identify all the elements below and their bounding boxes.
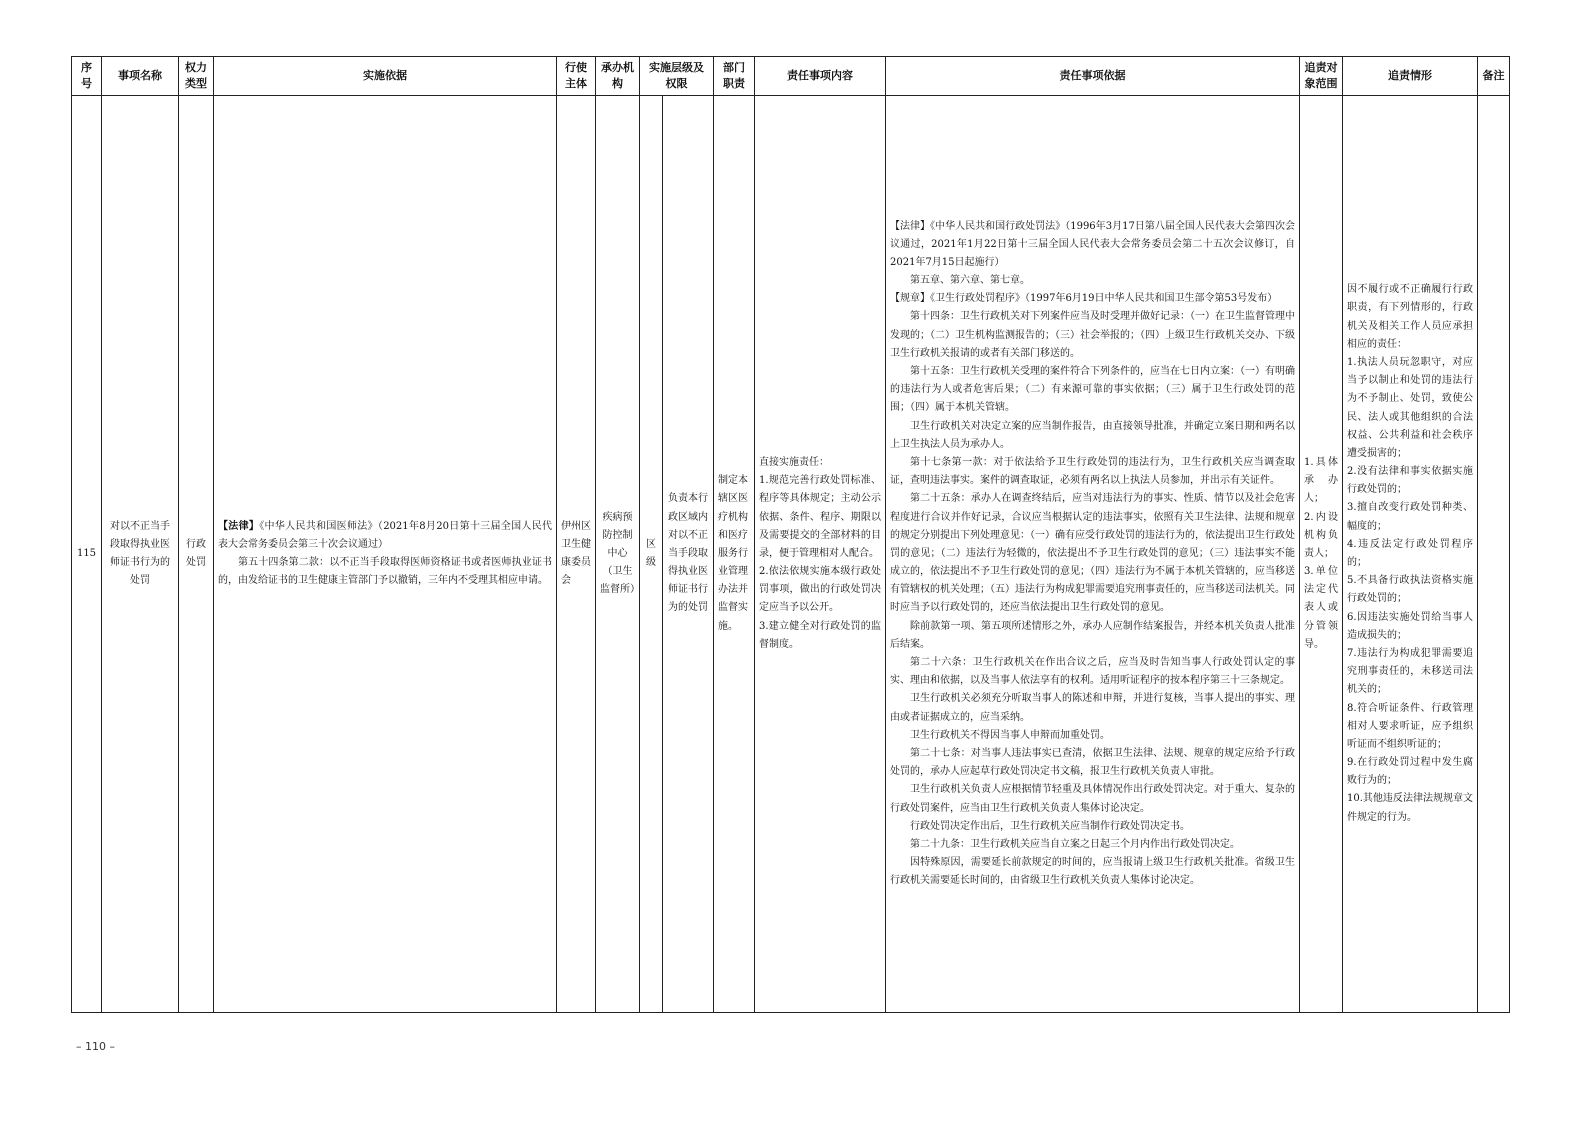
header-accountability: 追责情形	[1343, 57, 1478, 96]
header-resp-content: 责任事项内容	[755, 57, 886, 96]
cell-subject: 伊州区卫生健康委员会	[557, 96, 596, 1013]
accountability-item: 因不履行或不正确履行行政职责，有下列情形的，行政机关及相关工作人员应承担相应的责任：	[1347, 284, 1473, 350]
accountable-item: 3.单位法定代表人或分管领导。	[1304, 566, 1338, 650]
accountability-item: 3.擅自改变行政处罚种类、幅度的；	[1347, 502, 1473, 532]
resp-content-item: 2.依法依规实施本级行政处罚事项，做出的行政处罚决定应当予以公开。	[759, 566, 881, 614]
header-dept-duty: 部门职责	[714, 57, 755, 96]
resp-basis-paragraph: 第十七条第一款：对于依法给予卫生行政处罚的违法行为，卫生行政机关应当调查取证，查明违法事实。案件的调查取证，必须有两名以上执法人员参加，并出示有关证件。	[890, 456, 1295, 487]
header-level: 实施层级及权限	[640, 57, 714, 96]
resp-basis-list	[890, 218, 1295, 891]
accountability-list	[1347, 281, 1473, 827]
accountability-item: 9.在行政处罚过程中发生腐败行为的；	[1347, 757, 1473, 787]
header-seq: 序号	[72, 57, 102, 96]
header-row	[72, 57, 1510, 96]
cell-basis	[214, 96, 557, 1013]
accountability-item: 7.违法行为构成犯罪需要追究刑事责任的，未移送司法机关的；	[1347, 647, 1473, 696]
resp-basis-paragraph: 除前款第一项、第五项所述情形之外，承办人应制作结案报告，并经本机关负责人批准后结案。	[890, 620, 1295, 650]
table-row	[72, 96, 1510, 1013]
resp-basis-paragraph: 【规章】《卫生行政处罚程序》（1997年6月19日中华人民共和国卫生部令第53号发布）	[890, 293, 1278, 305]
cell-dept-duty: 制定本辖区医疗机构和医疗服务行业管理办法并监督实施。	[714, 96, 755, 1013]
resp-content-item: 1.规范完善行政处罚标准、程序等具体规定；主动公示依据、条件、程序、期限以及需要提交的全部材料的目录，便于管理相对人配合。	[759, 475, 881, 559]
header-item-name: 事项名称	[102, 57, 179, 96]
accountability-item: 8.符合听证条件、行政管理相对人要求听证，应予组织听证而不组织听证的；	[1347, 702, 1473, 750]
header-resp-basis: 责任事项依据	[886, 57, 1300, 96]
cell-undertaker: 疾病预防控制中心（卫生监督所）	[596, 96, 640, 1013]
resp-basis-paragraph: 卫生行政机关对决定立案的应当制作报告，由直接领导批准，并确定立案日期和两名以上卫生执法人员为承办人。	[890, 420, 1295, 450]
responsibility-table	[71, 56, 1510, 1013]
accountability-item: 4.违反法定行政处罚程序的；	[1347, 538, 1473, 568]
cell-level: 区级	[640, 96, 663, 1013]
basis-article: 第五十四条第二款：以不正当手段取得医师资格证书或者医师执业证书的，由发给证书的卫生健康主管部门予以撤销，三年内不受理其相应申请。	[218, 557, 552, 587]
accountability-item: 10.其他违反法律法规规章文件规定的行为。	[1347, 793, 1473, 823]
resp-content-item: 直接实施责任：	[759, 456, 829, 468]
resp-basis-paragraph: 卫生行政机关必须充分听取当事人的陈述和申辩，并进行复核，当事人提出的事实、理由或者证据成立的，应当采纳。	[890, 693, 1295, 723]
resp-basis-paragraph: 第二十七条：对当事人违法事实已查清，依据卫生法律、法规、规章的规定应给予行政处罚的，承办人应起草行政处罚决定书文稿，报卫生行政机关负责人审批。	[890, 747, 1295, 778]
page-number: – 110 –	[76, 1040, 115, 1053]
header-undertaker: 承办机构	[596, 57, 640, 96]
cell-power-type: 行政处罚	[179, 96, 214, 1013]
resp-basis-paragraph: 第二十九条：卫生行政机关应当自立案之日起三个月内作出行政处罚决定。	[910, 838, 1240, 850]
accountable-item: 1.具体承办人；	[1304, 456, 1338, 505]
accountability-item: 1.执法人员玩忽职守，对应当予以制止和处罚的违法行为不予制止、处罚，致使公民、法人或其他组织的合法权益、公共利益和社会秩序遭受损害的；	[1347, 356, 1473, 459]
cell-remarks	[1478, 96, 1510, 1013]
resp-basis-paragraph: 第二十五条：承办人在调查终结后，应当对违法行为的事实、性质、情节以及社会危害程度进行合议并作好记录，合议应当根据认定的违法事实，依照有关卫生法律、法规和规章的规定分别提出下列处理意见：（一）确有应受行政处罚的违法行为的，依法提出卫生行政处罚的意见；（二）违法行为轻微的，依法提出不予卫生行政处罚的意见；（三）违法事实不能成立的，依法提出不予卫生行政处罚的意见；（四）违法行为不属于本机关管辖的，应当移送有管辖权的机关处理；（五）违法行为构成犯罪需要追究刑事责任的，应当移送司法机关。同时应当予以行政处罚的，还应当依法提出卫生行政处罚的意见。	[890, 493, 1295, 614]
cell-item-name: 对以不正当手段取得执业医师证书行为的处罚	[102, 96, 179, 1013]
resp-basis-paragraph: 行政处罚决定作出后，卫生行政机关应当制作行政处罚决定书。	[910, 820, 1190, 832]
cell-accountability	[1343, 96, 1478, 1013]
header-remarks: 备注	[1478, 57, 1510, 96]
accountability-item: 6.因违法实施处罚给当事人造成损失的；	[1347, 611, 1473, 641]
cell-accountable	[1300, 96, 1343, 1013]
resp-content-list	[759, 454, 881, 654]
header-basis: 实施依据	[214, 57, 557, 96]
accountable-item: 2.内设机构负责人；	[1304, 511, 1338, 559]
header-power-type: 权力类型	[179, 57, 214, 96]
header-accountable: 追责对象范围	[1300, 57, 1343, 96]
accountable-list	[1304, 454, 1338, 654]
resp-basis-paragraph: 卫生行政机关不得因当事人申辩而加重处罚。	[910, 729, 1110, 741]
accountability-item: 5.不具备行政执法资格实施行政处罚的；	[1347, 575, 1473, 605]
resp-basis-paragraph: 卫生行政机关负责人应根据情节轻重及具体情况作出行政处罚决定。对于重大、复杂的行政处罚案件，应当由卫生行政机关负责人集体讨论决定。	[890, 784, 1295, 814]
cell-resp-content	[755, 96, 886, 1013]
basis-tag: 【法律】	[218, 520, 260, 532]
header-subject: 行使主体	[557, 57, 596, 96]
cell-resp-basis	[886, 96, 1300, 1013]
resp-basis-paragraph: 第十四条：卫生行政机关对下列案件应当及时受理并做好记录：（一）在卫生监督管理中发现的；（二）卫生机构监测报告的；（三）社会举报的；（四）上级卫生行政机关交办、下级卫生行政机关报请的或者有关部门移送的。	[890, 311, 1295, 359]
cell-authority: 负责本行政区域内对以不正当手段取得执业医师证书行为的处罚	[663, 96, 714, 1013]
resp-basis-paragraph: 第五章、第六章、第七章。	[910, 275, 1030, 287]
resp-basis-paragraph: 【法律】《中华人民共和国行政处罚法》（1996年3月17日第八届全国人民代表大会第四次会议通过，2021年1月22日第十三届全国人民代表大会常务委员会第二十五次会议修订，自2021年7月15日起施行）	[890, 220, 1295, 268]
basis-law: 《中华人民共和国医师法》（2021年8月20日第十三届全国人民代表大会常务委员会第三十次会议通过）	[218, 520, 553, 550]
resp-basis-paragraph: 第二十六条：卫生行政机关在作出合议之后，应当及时告知当事人行政处罚认定的事实、理由和依据，以及当事人依法享有的权利。适用听证程序的按本程序第三十三条规定。	[890, 657, 1295, 687]
cell-seq: 115	[72, 96, 102, 1013]
accountability-item: 2.没有法律和事实依据实施行政处罚的；	[1347, 466, 1473, 496]
resp-basis-paragraph: 因特殊原因，需要延长前款规定的时间的，应当报请上级卫生行政机关批准。省级卫生行政机关需要延长时间的，由省级卫生行政机关负责人集体讨论决定。	[890, 857, 1295, 887]
resp-content-item: 3.建立健全对行政处罚的监督制度。	[759, 620, 881, 650]
resp-basis-paragraph: 第十五条：卫生行政机关受理的案件符合下列条件的，应当在七日内立案：（一）有明确的违法行为人或者危害后果；（二）有来源可靠的事实依据；（三）属于卫生行政处罚的范围；（四）属于本机关管辖。	[890, 366, 1295, 414]
